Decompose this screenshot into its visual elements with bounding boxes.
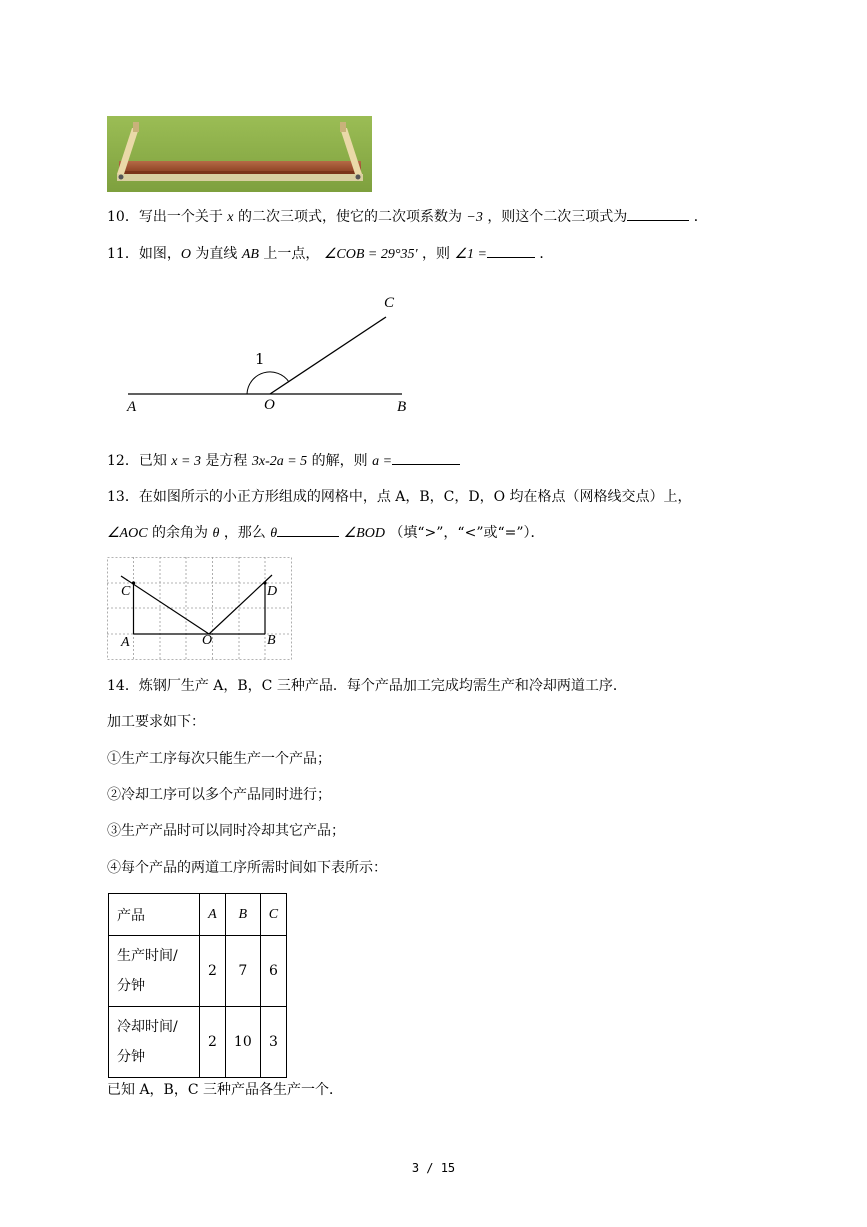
q12-number: 12．已知 (107, 453, 167, 469)
q13-text-3: （填“>”，“<”或“=”）． (389, 525, 545, 541)
rule-2: ②冷却工序可以多个产品同时进行； (107, 787, 331, 803)
label-o: O (264, 397, 275, 413)
label-a: A (127, 399, 137, 415)
table-row (109, 936, 287, 1007)
angle-1-arc (247, 372, 289, 394)
answer-blank[interactable] (487, 243, 535, 258)
answer-blank[interactable] (277, 522, 339, 537)
grid-label-b: B (267, 633, 276, 648)
row-label-line: 分钟 (117, 1049, 145, 1065)
table-header-cell: A (200, 894, 226, 936)
ray-oc-ext (121, 576, 209, 634)
label-b: B (397, 399, 407, 415)
table-cell: 2 (200, 936, 226, 1007)
label-angle-1: 1 (255, 350, 265, 368)
q13-angle-bod: ∠BOD (343, 526, 385, 541)
question-14-line-1: 14．炼钢厂生产 A，B，C 三种产品．每个产品加工完成均需生产和冷却两道工序． (107, 678, 627, 694)
q13-angle-aoc: ∠AOC (107, 526, 148, 541)
row-label-line: 分钟 (117, 978, 145, 994)
q13-text-1: 的余角为 (152, 525, 209, 541)
q11-text-1: 为直线 (195, 246, 238, 262)
time-table (108, 893, 287, 1078)
question-14-last: 已知 A，B，C 三种产品各生产一个． (107, 1082, 344, 1098)
table-row-label (109, 1007, 200, 1078)
q11-end: ． (539, 246, 554, 262)
q10-text-3: ，则这个二次三项式为 (487, 209, 628, 225)
grid-label-a: A (121, 635, 130, 650)
row-label-line: 冷却时间/ (117, 1019, 178, 1035)
q12-text-1: 是方程 (205, 453, 248, 469)
rule-1: ①生产工序每次只能生产一个产品； (107, 751, 331, 767)
table-row (109, 894, 287, 936)
q12-ask: a = (372, 454, 393, 469)
q13-theta: θ (212, 526, 220, 541)
q10-end: ． (693, 209, 708, 225)
rule-3: ③生产产品时可以同时冷却其它产品； (107, 823, 345, 839)
q11-ask: ∠1 = (454, 247, 487, 262)
grid-label-c: C (121, 584, 131, 599)
q10-coefficient: −3 (466, 210, 483, 225)
table-cell: 2 (200, 1007, 226, 1078)
q10-number: 10． (107, 209, 139, 225)
label-c: C (384, 295, 395, 311)
table-row (109, 1007, 287, 1078)
q10-var-x: x (227, 210, 234, 225)
q13-text-2: ，那么 (223, 525, 266, 541)
q12-text-2: 的解，则 (311, 453, 368, 469)
page-number: 3 / 15 (411, 1161, 456, 1175)
answer-blank[interactable] (627, 206, 689, 221)
q11-angle: ∠COB = 29°35′ (323, 247, 418, 262)
table-header-cell: B (225, 894, 260, 936)
row-label-line: 生产时间/ (117, 948, 178, 964)
table-cell: 10 (225, 1007, 260, 1078)
grid-figure (107, 557, 293, 661)
table-row-label (109, 936, 200, 1007)
table-cell: 7 (225, 936, 260, 1007)
ray-oc (270, 317, 386, 394)
answer-blank[interactable] (392, 450, 460, 465)
q11-line-ab: AB (241, 247, 259, 262)
q11-text-2: 上一点， (263, 246, 320, 262)
q11-point-o: O (180, 247, 191, 262)
rule-4: ④每个产品的两道工序所需时间如下表所示： (107, 860, 387, 876)
q10-text-1: 写出一个关于 (138, 209, 223, 225)
grid-label-d: D (267, 584, 278, 599)
table-header-cell: C (260, 894, 286, 936)
q13-theta-2: θ (270, 526, 278, 541)
shelf-image (107, 116, 372, 192)
question-13-line-2 (107, 522, 545, 544)
grid-label-o: O (202, 633, 213, 648)
ray-od-ext (209, 575, 272, 634)
question-13-line-1: 13．在如图所示的小正方形组成的网格中，点 A，B，C，D，O 均在格点（网格线交点）上， (107, 489, 692, 505)
table-cell: 6 (260, 936, 286, 1007)
q10-text-2: 的二次三项式，使它的二次项系数为 (237, 209, 462, 225)
table-header-cell: 产品 (109, 894, 200, 936)
q12-equation: 3x-2a = 5 (251, 454, 308, 469)
question-11 (107, 243, 553, 265)
q12-condition: x = 3 (171, 454, 201, 469)
q11-number: 11．如图， (107, 246, 181, 262)
question-10 (107, 206, 708, 228)
q11-text-3: ，则 (422, 246, 450, 262)
question-14-line-2: 加工要求如下： (107, 714, 205, 730)
question-12 (107, 450, 460, 472)
table-cell: 3 (260, 1007, 286, 1078)
